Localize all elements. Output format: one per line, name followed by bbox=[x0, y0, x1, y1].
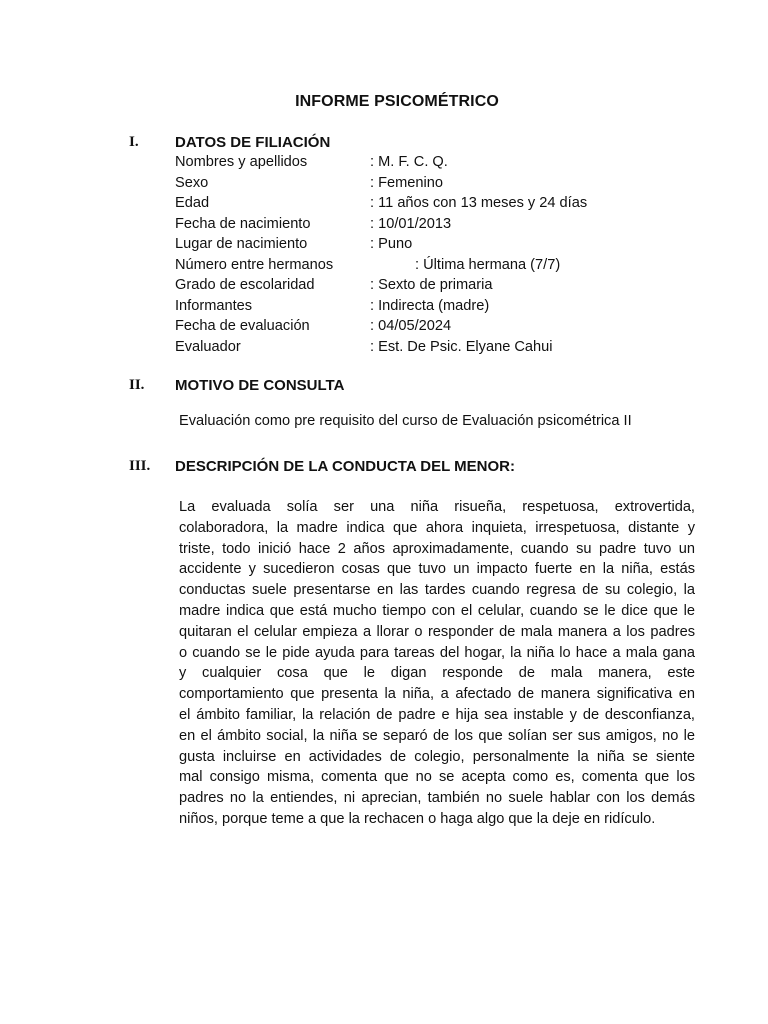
motivo-text: Evaluación como pre requisito del curso de Evaluación psicométrica II bbox=[179, 413, 632, 429]
field-label: Grado de escolaridad bbox=[175, 277, 315, 293]
field-value: : M. F. C. Q. bbox=[370, 154, 448, 170]
section-number-1: I. bbox=[129, 134, 139, 150]
section-heading-datos-filiacion: DATOS DE FILIACIÓN bbox=[175, 134, 331, 151]
paragraph-line: triste, todo inició hace 2 años aproximadamente, cuando su padre tuvo un bbox=[179, 540, 695, 557]
paragraph-line: el ámbito familiar, la relación de padre e hija sea instable y de desconfianza, bbox=[179, 706, 695, 723]
field-label: Sexo bbox=[175, 175, 209, 191]
field-value: : 10/01/2013 bbox=[370, 216, 452, 232]
section-number-3: III. bbox=[129, 458, 151, 474]
field-label: Evaluador bbox=[175, 339, 241, 355]
field-value: : Última hermana (7/7) bbox=[415, 257, 561, 273]
field-label: Fecha de nacimiento bbox=[175, 216, 311, 232]
section-heading-descripcion-conducta: DESCRIPCIÓN DE LA CONDUCTA DEL MENOR: bbox=[175, 458, 516, 475]
paragraph-line: comportamiento que presenta la niña, a afectado de manera significativa en bbox=[179, 686, 695, 703]
document-title: INFORME PSICOMÉTRICO bbox=[295, 93, 499, 110]
paragraph-line: accidente y sucedieron cosas que tuvo un impacto fuerte en la niña, estás bbox=[179, 561, 695, 578]
paragraph-line: conductas suele presentarse en las tardes cuando regresa de su colegio, la bbox=[179, 582, 695, 599]
paragraph-line: quitaran el celular empieza a llorar o responder de mala manera a los padres bbox=[179, 623, 695, 640]
field-value: : 04/05/2024 bbox=[370, 318, 452, 334]
field-label: Número entre hermanos bbox=[175, 257, 334, 273]
paragraph-line: padres no la entiendes, ni aprecian, también no suele hablar con los demás bbox=[179, 790, 695, 807]
field-label: Fecha de evaluación bbox=[175, 318, 310, 334]
field-value: : Indirecta (madre) bbox=[370, 298, 490, 314]
field-value: : Puno bbox=[370, 236, 413, 252]
field-value: : Est. De Psic. Elyane Cahui bbox=[370, 339, 553, 355]
field-label: Nombres y apellidos bbox=[175, 154, 308, 170]
paragraph-line: La evaluada solía ser una niña risueña, respetuosa, extrovertida, bbox=[179, 499, 695, 515]
paragraph-line: gusta incluirse en actividades de colegio, personalmente la niña se siente bbox=[179, 748, 695, 765]
field-label: Lugar de nacimiento bbox=[175, 236, 308, 252]
paragraph-line: en el ámbito social, la niña se separó de los que solían ser sus amigos, no le bbox=[179, 727, 695, 744]
section-number-2: II. bbox=[129, 377, 145, 393]
field-value: : Sexto de primaria bbox=[370, 277, 493, 293]
paragraph-line: madre indica que está mucho tiempo con el celular, cuando se le dice que le bbox=[179, 602, 695, 619]
paragraph-line: y cualquier cosa que le digan responde de mala manera, este bbox=[179, 665, 695, 682]
field-label: Edad bbox=[175, 195, 210, 211]
paragraph-line: niños, porque teme a que la rechacen o haga algo que la deje en ridículo. bbox=[179, 810, 656, 827]
paragraph-line: colaboradora, la madre indica que ahora inquieta, irrespetuosa, distante y bbox=[179, 519, 695, 536]
paragraph-line: o cuando se le pide ayuda para tareas del hogar, la niña lo hace a mala gana bbox=[179, 644, 695, 661]
field-value: : 11 años con 13 meses y 24 días bbox=[370, 195, 588, 211]
paragraph-line: mal consigo misma, comenta que no se acepta como es, comenta que los bbox=[179, 769, 695, 786]
field-label: Informantes bbox=[175, 298, 253, 314]
descripcion-paragraph bbox=[179, 497, 695, 830]
section-heading-motivo-consulta: MOTIVO DE CONSULTA bbox=[175, 377, 345, 394]
field-value: : Femenino bbox=[370, 175, 444, 191]
